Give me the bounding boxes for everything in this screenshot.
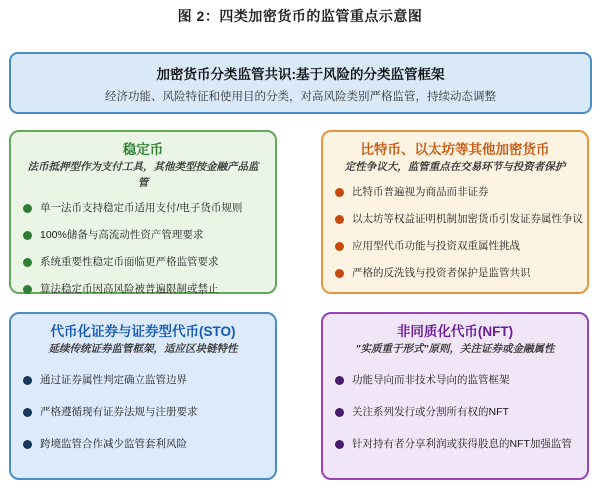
bullet-text: 100%储备与高流动性资产管理要求 — [40, 229, 204, 241]
bullet-text: 单一法币支持稳定币适用支付/电子货币规则 — [40, 202, 243, 214]
bullet-dot-icon — [23, 231, 32, 240]
bullet-list — [23, 373, 263, 451]
list-item — [335, 185, 575, 199]
bullet-text: 系统重要性稳定币面临更严格监管要求 — [40, 256, 219, 268]
bullet-text: 应用型代币功能与投资双重属性挑战 — [352, 240, 520, 252]
bullet-dot-icon — [335, 215, 344, 224]
bullet-dot-icon — [335, 188, 344, 197]
box-subtitle: 定性争议大，监管重点在交易环节与投资者保护 — [344, 161, 566, 173]
bullet-text: 严格遵循现有证券法规与注册要求 — [40, 406, 198, 418]
bullet-text: 针对持有者分享利润或获得股息的NFT加强监管 — [352, 438, 572, 450]
bullet-dot-icon — [23, 440, 32, 449]
list-item — [23, 255, 263, 269]
bullet-text: 以太坊等权益证明机制加密货币引发证券属性争议 — [352, 213, 583, 225]
list-item — [23, 228, 263, 242]
box-subtitle: 延续传统证券监管框架，适应区块链特性 — [48, 343, 238, 355]
bullet-list — [335, 185, 583, 280]
bullet-dot-icon — [23, 376, 32, 385]
bullet-text: 通过证券属性判定确立监管边界 — [40, 374, 187, 386]
box-title: 比特币、以太坊等其他加密货币 — [360, 142, 550, 157]
category-box-nft — [321, 312, 589, 480]
category-box-bitcoin-ethereum — [321, 130, 589, 294]
box-title: 非同质化代币(NFT) — [396, 324, 514, 339]
bullet-list — [335, 373, 575, 451]
bullet-list — [23, 201, 263, 296]
bullet-dot-icon — [335, 376, 344, 385]
bullet-dot-icon — [335, 242, 344, 251]
list-item — [335, 266, 575, 280]
consensus-banner — [9, 52, 592, 114]
list-item — [335, 212, 583, 226]
list-item — [335, 373, 575, 387]
bullet-text: 严格的反洗钱与投资者保护是监管共识 — [352, 267, 531, 279]
bullet-text: 功能导向而非技术导向的监管框架 — [352, 374, 510, 386]
bullet-text: 比特币普遍视为商品而非证券 — [352, 186, 489, 198]
bullet-dot-icon — [335, 269, 344, 278]
box-title: 稳定币 — [122, 142, 164, 157]
box-title: 代币化证券与证券型代币(STO) — [50, 324, 236, 339]
bullet-dot-icon — [23, 285, 32, 294]
category-box-stablecoin — [9, 130, 277, 294]
list-item — [335, 239, 575, 253]
figure-title: 图 2：四类加密货币的监管重点示意图 — [177, 8, 423, 24]
category-box-sto — [9, 312, 277, 480]
consensus-subheading: 经济功能、风险特征和使用目的分类，对高风险类别严格监管，持续动态调整 — [105, 90, 496, 103]
consensus-heading: 加密货币分类监管共识:基于风险的分类监管框架 — [156, 66, 445, 82]
box-subtitle: 法币抵押型作为支付工具，其他类型按金融产品监管 — [27, 161, 259, 189]
bullet-dot-icon — [335, 440, 344, 449]
list-item — [23, 437, 263, 451]
list-item — [23, 373, 263, 387]
list-item — [23, 282, 263, 296]
list-item — [335, 405, 575, 419]
bullet-dot-icon — [23, 408, 32, 417]
bullet-text: 算法稳定币因高风险被普遍限制或禁止 — [40, 283, 219, 295]
box-subtitle: "实质重于形式"原则，关注证券或金融属性 — [355, 343, 555, 355]
list-item — [23, 201, 263, 215]
bullet-text: 关注系列发行或分割所有权的NFT — [352, 406, 509, 418]
list-item — [335, 437, 575, 451]
bullet-dot-icon — [23, 204, 32, 213]
bullet-text: 跨境监管合作减少监管套利风险 — [40, 438, 187, 450]
bullet-dot-icon — [23, 258, 32, 267]
list-item — [23, 405, 263, 419]
bullet-dot-icon — [335, 408, 344, 417]
